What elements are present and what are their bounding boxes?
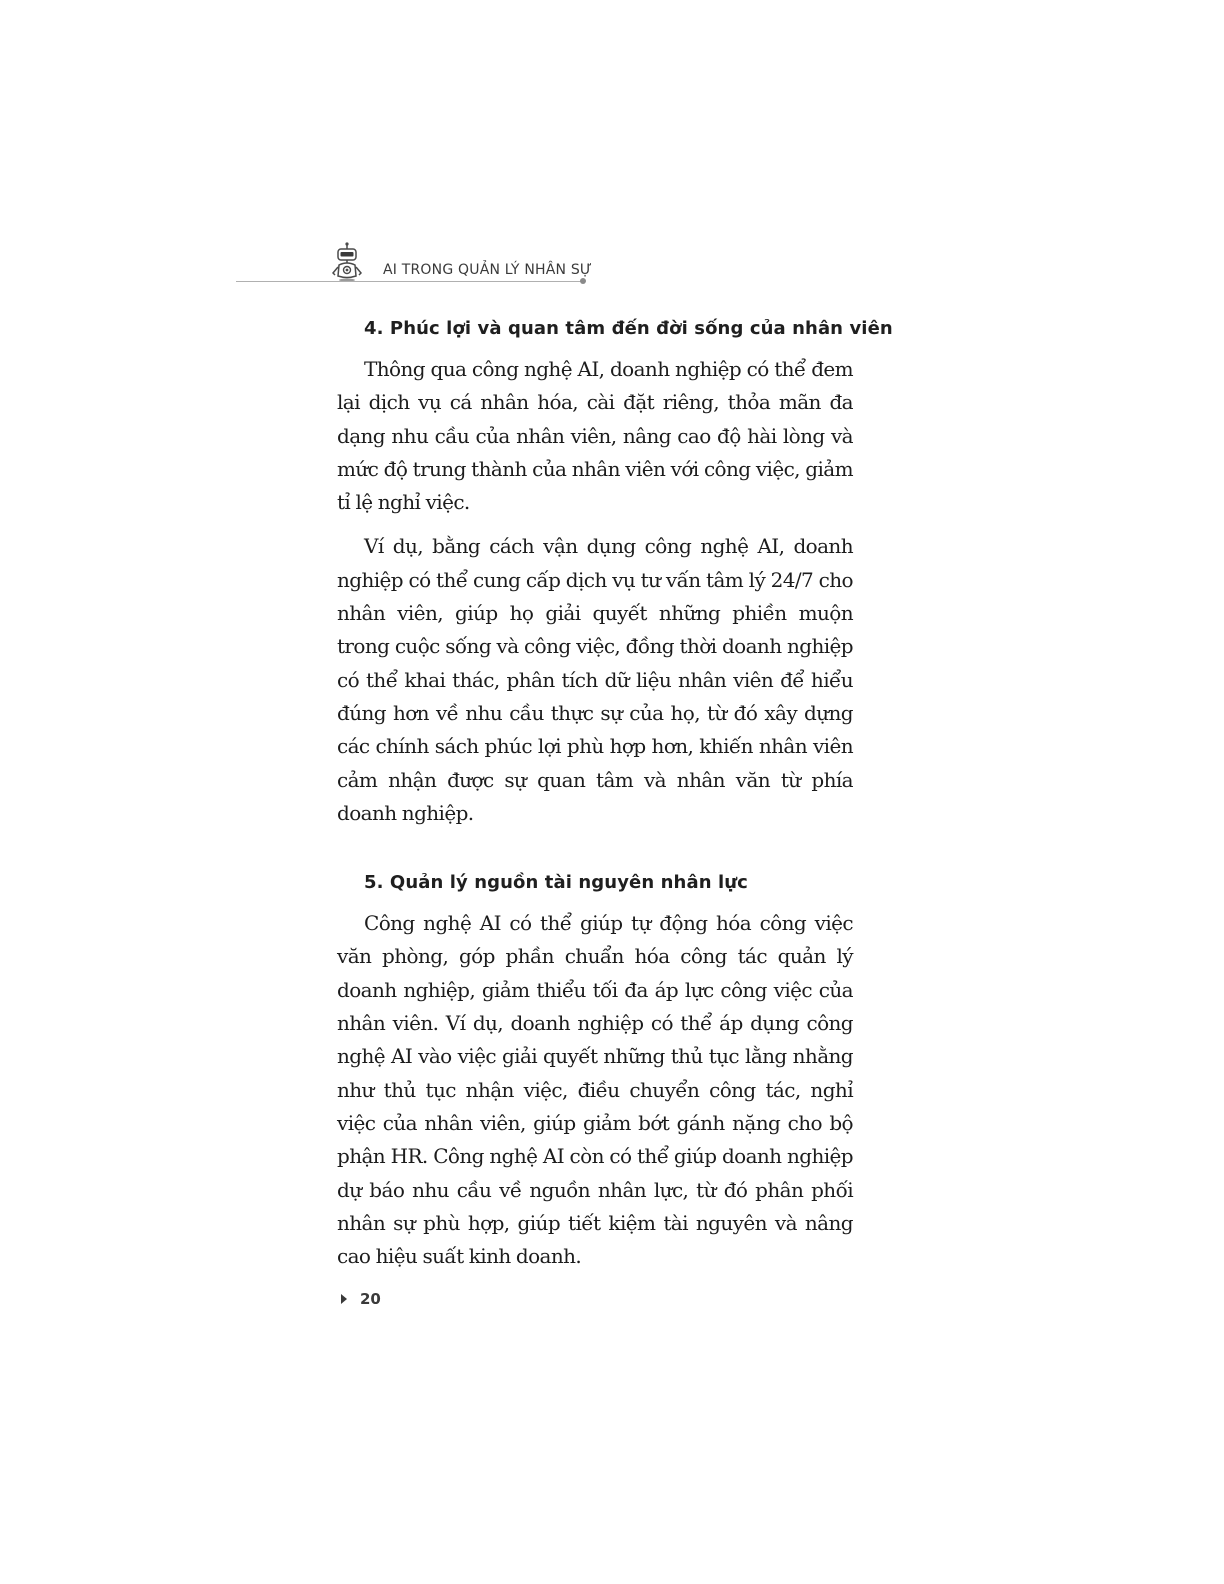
running-header-title: AI TRONG QUẢN LÝ NHÂN SỰ	[383, 262, 593, 278]
body-paragraph: Thông qua công nghệ AI, doanh nghiệp có thể đem lại dịch vụ cá nhân hóa, cài đặt riêng, thỏa mãn đa dạng nhu cầu của nhân viên, nâng cao độ hài lòng và mức độ trung thành của nhân viên với công việc, giảm tỉ lệ nghỉ việc.	[337, 357, 853, 515]
body-paragraph: Công nghệ AI có thể giúp tự động hóa công việc văn phòng, góp phần chuẩn hóa công tác quản lý doanh nghiệp, giảm thiểu tối đa áp lực công việc của nhân viên. Ví dụ, doanh nghiệp có thể áp dụng công nghệ AI vào việc giải quyết những thủ tục lằng nhằng như thủ tục nhận việc, điều chuyển công tác, nghỉ việc của nhân viên, giúp giảm bớt gánh nặng cho bộ phận HR. Công nghệ AI còn có thể giúp doanh nghiệp dự báo nhu cầu về nguồn nhân lực, từ đó phân phối nhân sự phù hợp, giúp tiết kiệm tài nguyên và nâng cao hiệu suất kinh doanh.	[337, 911, 853, 1269]
page-body	[337, 318, 893, 1284]
page-number: 20	[360, 1290, 381, 1308]
section-heading-welfare: 4. Phúc lợi và quan tâm đến đời sống của nhân viên	[364, 318, 893, 339]
robot-icon	[332, 242, 362, 282]
caret-right-icon	[341, 1294, 347, 1304]
body-paragraph: Ví dụ, bằng cách vận dụng công nghệ AI, doanh nghiệp có thể cung cấp dịch vụ tư vấn tâm lý 24/7 cho nhân viên, giúp họ giải quyết những phiền muộn trong cuộc sống và công việc, đồng thời doanh nghiệp có thể khai thác, phân tích dữ liệu nhân viên để hiểu đúng hơn về nhu cầu thực sự của họ, từ đó xây dựng các chính sách phúc lợi phù hợp hơn, khiến nhân viên cảm nhận được sự quan tâm và nhân văn từ phía doanh nghiệp.	[337, 534, 853, 825]
header-rule-dot	[580, 278, 586, 284]
section-heading-resource-management: 5. Quản lý nguồn tài nguyên nhân lực	[364, 872, 748, 894]
header-rule	[236, 281, 582, 282]
running-header	[236, 238, 593, 286]
page-folio	[341, 1289, 381, 1309]
